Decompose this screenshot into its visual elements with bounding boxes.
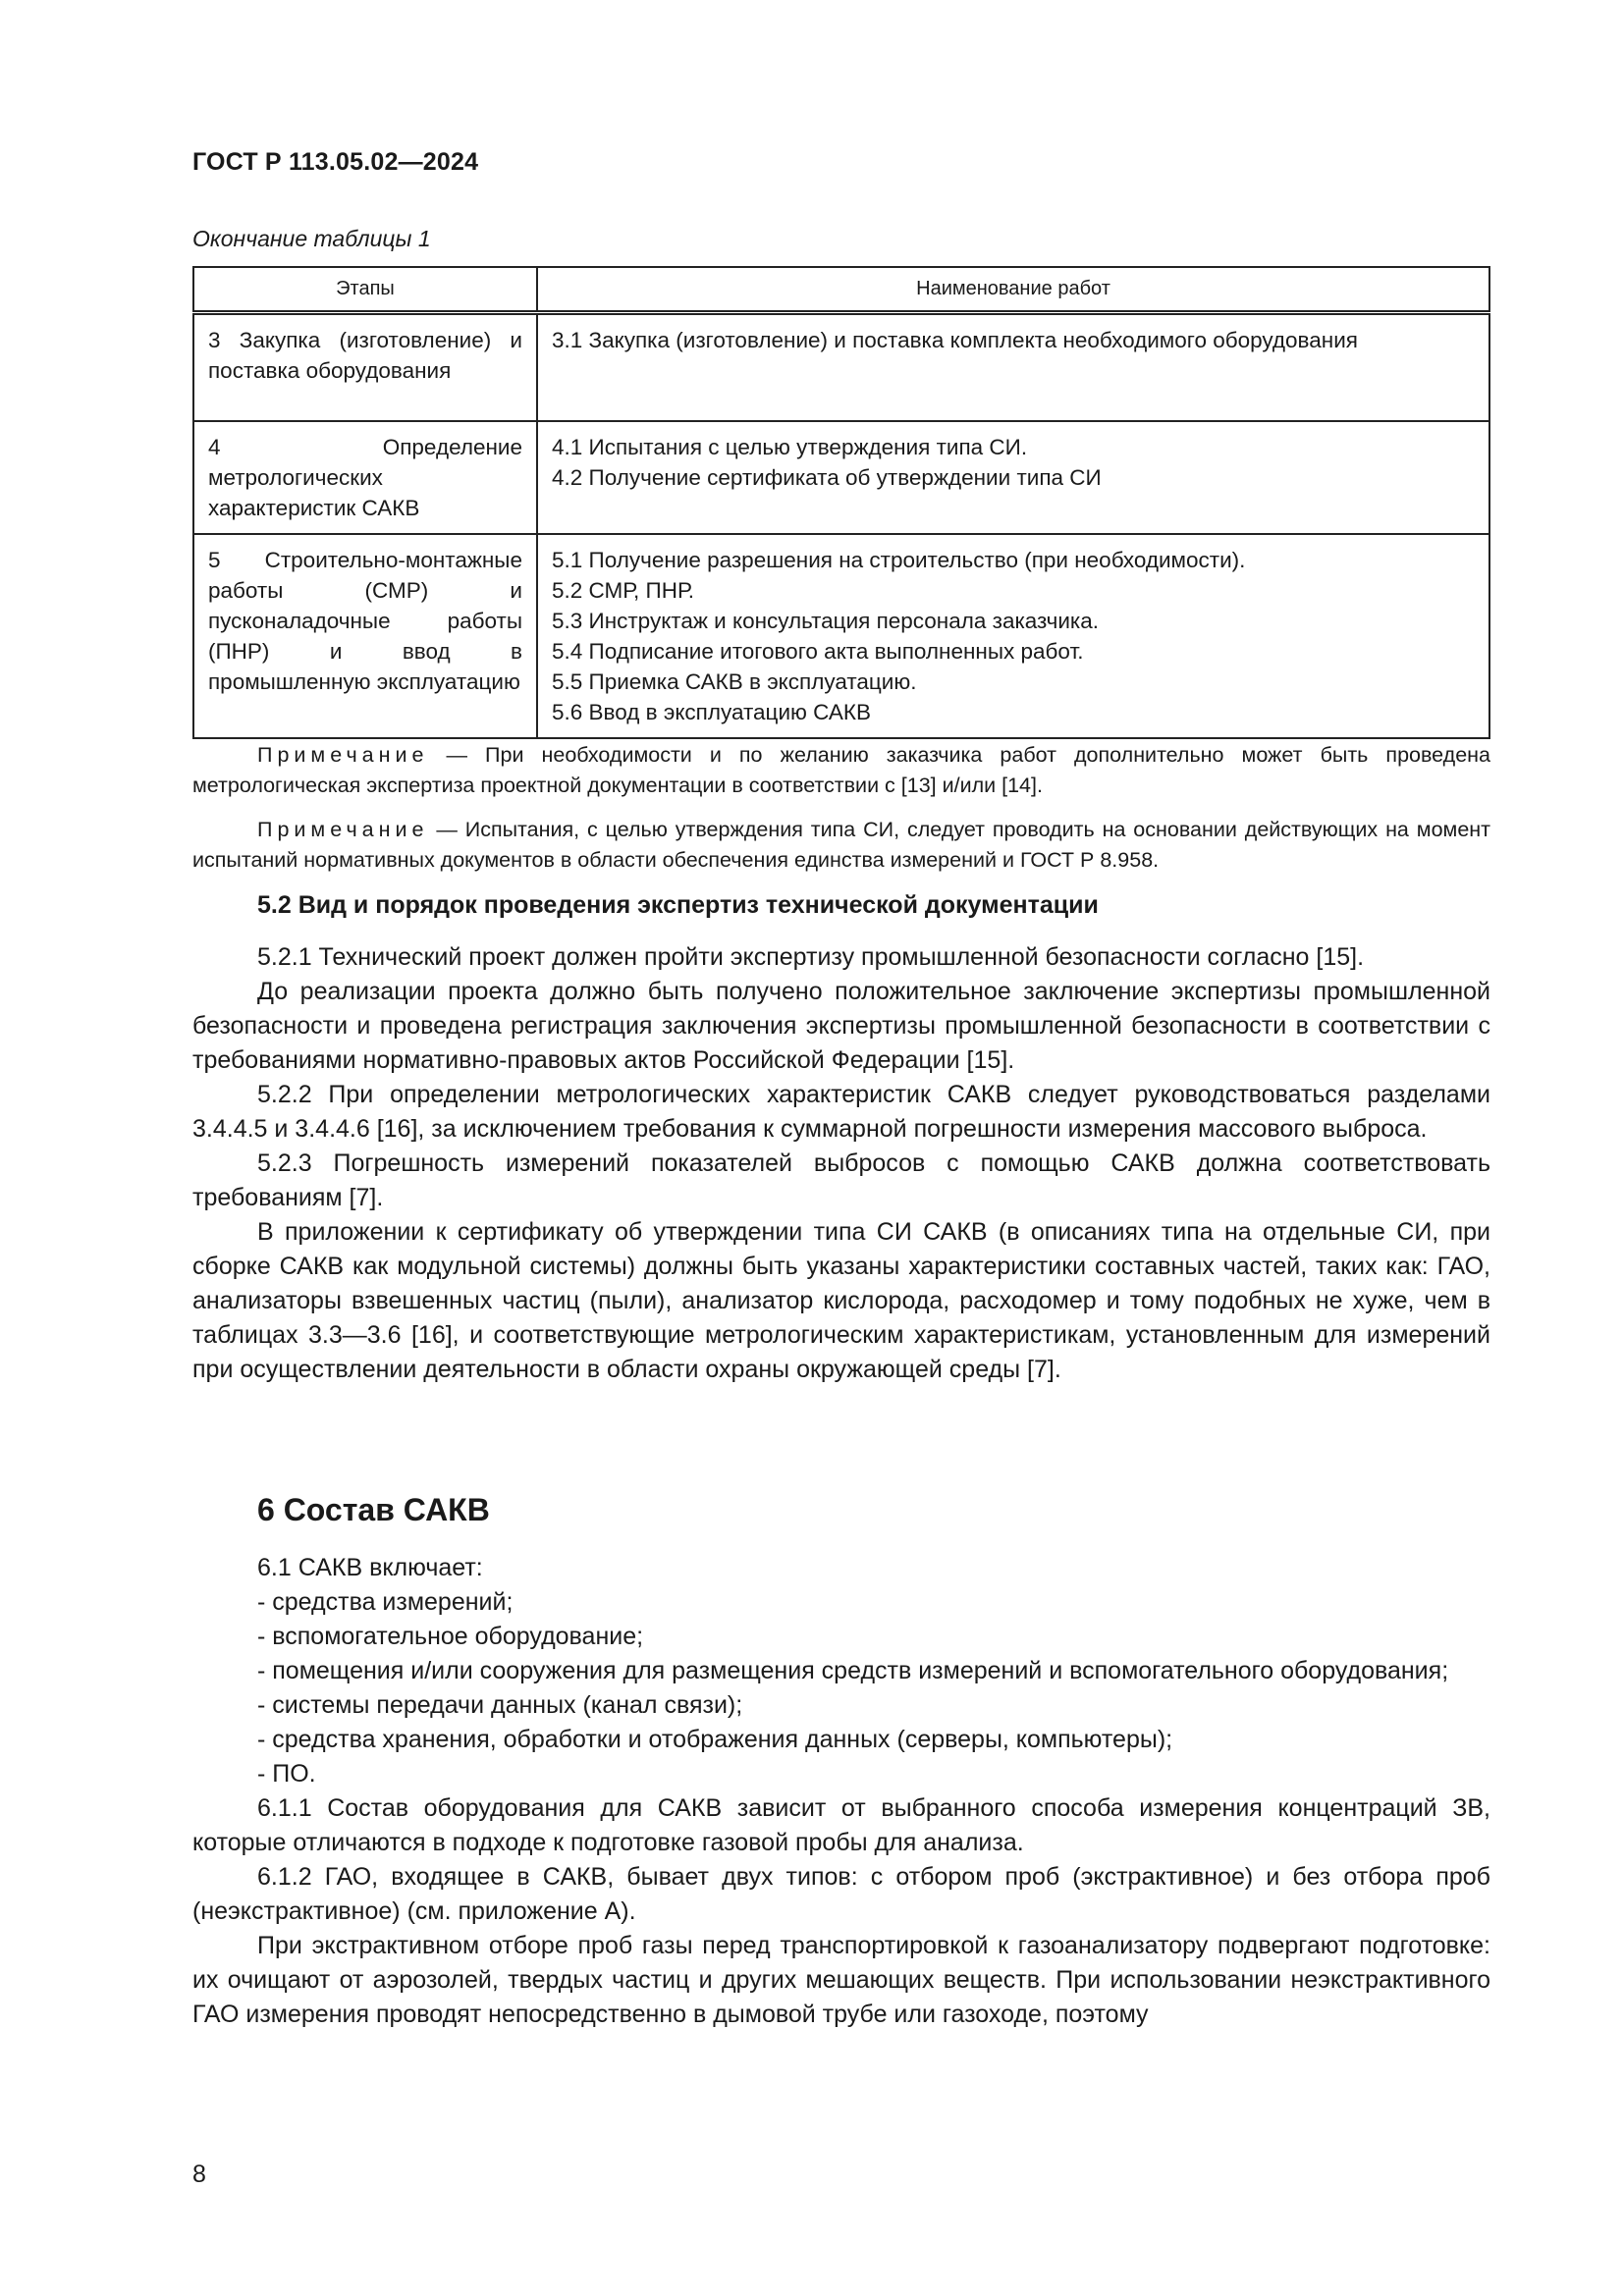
paragraph: 6.1.2 ГАО, входящее в САКВ, бывает двух типов: с отбором проб (экстрактивное) и без отбора проб (неэкстрактивное) (см. приложение А).	[192, 1863, 1490, 1925]
column-header-works: Наименование работ	[537, 267, 1489, 313]
paragraph: При экстрактивном отборе проб газы перед транспортировкой к газоанализатору подвергают подготовке: их очищают от аэрозолей, твердых частиц и других мешающих веществ. При использовании неэкстрактивного ГАО измерения проводят непосредственно в дымовой трубе или газоходе, поэтому	[192, 1932, 1490, 2028]
work-item: 5.2 СМР, ПНР.	[552, 577, 694, 603]
list-item: - системы передачи данных (канал связи);	[257, 1691, 743, 1719]
paragraph: В приложении к сертификату об утверждении типа СИ САКВ (в описаниях типа на отдельные СИ, при сборке САКВ как модульной системы) должны быть указаны характеристики составных частей, таких как: ГАО, анализаторы взвешенных частиц (пыли), анализатор кислорода, расходомер и тому подобных не хуже, чем в таблицах 3.3—3.6 [16], и соответствующие метрологическим характеристикам, установленным для измерений при осуществлении деятельности в области охраны окружающей среды [7].	[192, 1218, 1490, 1383]
stage-cell: 3 Закупка (изготовление) и поставка оборудования	[193, 313, 537, 421]
work-item: 5.5 Приемка САКВ в эксплуатацию.	[552, 668, 917, 694]
paragraph: 5.2.3 Погрешность измерений показателей выбросов с помощью САКВ должна соответствовать требованиям [7].	[192, 1149, 1490, 1211]
table-note	[192, 815, 1490, 876]
column-header-stage: Этапы	[193, 267, 537, 313]
work-item: 3.1 Закупка (изготовление) и поставка комплекта необходимого оборудования	[552, 328, 1358, 352]
paragraph: До реализации проекта должно быть получено положительное заключение экспертизы промышленной безопасности и проведена регистрация заключения экспертизы промышленной безопасности в соответствии с требованиями нормативно-правовых актов Российской Федерации [15].	[192, 978, 1490, 1074]
list-item: - средства хранения, обработки и отображения данных (серверы, компьютеры);	[257, 1726, 1173, 1753]
table-row	[193, 313, 1489, 421]
work-item: 5.1 Получение разрешения на строительство (при необходимости).	[552, 547, 1246, 572]
work-item: 5.6 Ввод в эксплуатацию САКВ	[552, 699, 872, 724]
table-row	[193, 534, 1489, 738]
table-caption: Окончание таблицы 1	[192, 226, 431, 251]
page-number: 8	[192, 2161, 206, 2188]
works-cell	[537, 534, 1489, 738]
list-item: - ПО.	[257, 1760, 316, 1788]
paragraph: 5.2.1 Технический проект должен пройти экспертизу промышленной безопасности согласно [15].	[257, 943, 1365, 971]
paragraph: 6.1 САКВ включает:	[257, 1554, 483, 1581]
works-table	[192, 266, 1490, 739]
document-id: ГОСТ Р 113.05.02—2024	[192, 148, 479, 176]
table-row	[193, 421, 1489, 534]
paragraph: 6.1.1 Состав оборудования для САКВ зависит от выбранного способа измерения концентраций ЗВ, которые отличаются в подходе к подготовке газовой пробы для анализа.	[192, 1794, 1490, 1856]
list-item: - помещения и/или сооружения для размещения средств измерений и вспомогательного оборудования;	[257, 1657, 1449, 1684]
note-text: — Испытания, с целью утверждения типа СИ, следует проводить на основании действующих на момент испытаний нормативных документов в области обеспечения единства измерений и ГОСТ Р 8.958.	[192, 818, 1490, 872]
section-heading-6: 6 Состав САКВ	[257, 1492, 490, 1527]
note-label: Примечание	[257, 818, 429, 841]
list-item: - средства измерений;	[257, 1588, 514, 1616]
table-header-row	[193, 267, 1489, 313]
works-cell	[537, 421, 1489, 534]
works-cell	[537, 313, 1489, 421]
stage-cell: 4 Определение метрологических характеристик САКВ	[193, 421, 537, 534]
note-text: — При необходимости и по желанию заказчика работ дополнительно может быть проведена метрологическая экспертиза проектной документации в соответствии с [13] и/или [14].	[192, 743, 1490, 797]
stage-cell: 5 Строительно-монтажные работы (СМР) и пусконаладочные работы (ПНР) и ввод в промышленную эксплуатацию	[193, 534, 537, 738]
work-item: 5.4 Подписание итогового акта выполненных работ.	[552, 638, 1084, 664]
work-item: 4.1 Испытания с целью утверждения типа СИ.	[552, 434, 1028, 459]
work-item: 4.2 Получение сертификата об утверждении типа СИ	[552, 464, 1102, 490]
section-heading-5-2: 5.2 Вид и порядок проведения экспертиз технической документации	[257, 891, 1099, 919]
list-item: - вспомогательное оборудование;	[257, 1623, 644, 1650]
work-item: 5.3 Инструктаж и консультация персонала заказчика.	[552, 608, 1100, 633]
table-note	[192, 740, 1490, 801]
note-label: Примечание	[257, 743, 429, 767]
section-5-2-body	[192, 940, 1490, 1387]
paragraph: 5.2.2 При определении метрологических характеристик САКВ следует руководствоваться разделами 3.4.4.5 и 3.4.4.6 [16], за исключением требования к суммарной погрешности измерения массового выброса.	[192, 1081, 1490, 1143]
section-6-body	[192, 1551, 1490, 2032]
